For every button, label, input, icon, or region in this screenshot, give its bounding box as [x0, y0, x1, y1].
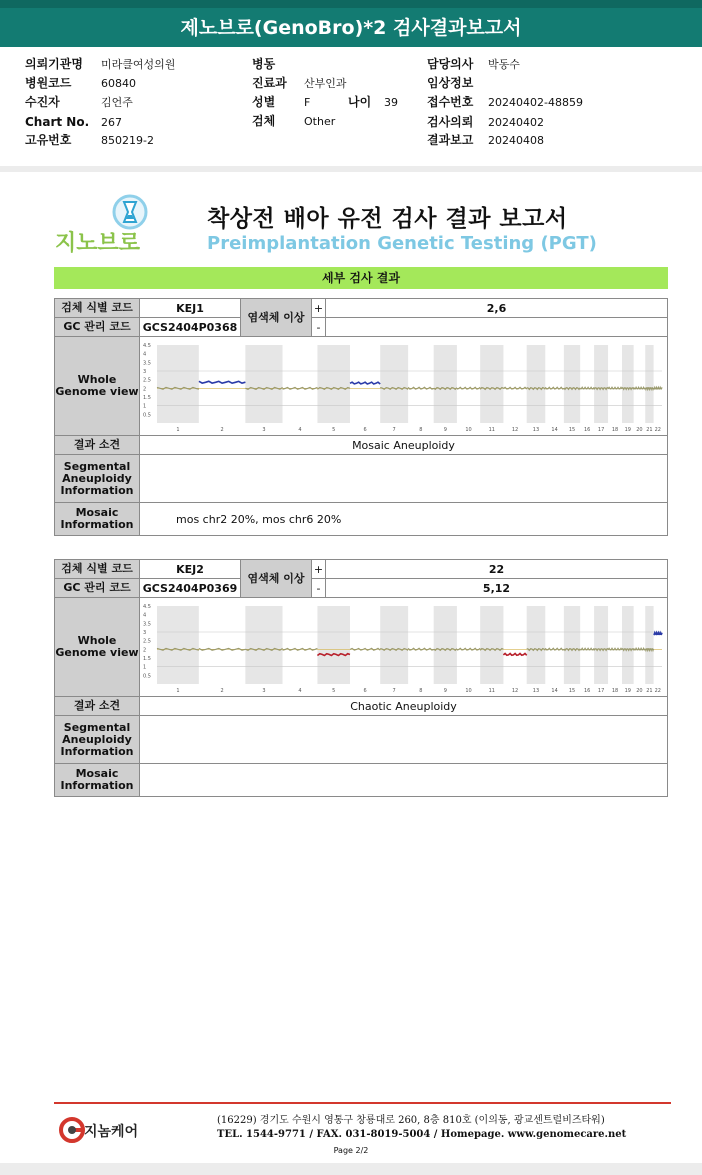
header-top-stripe [0, 0, 702, 8]
footer-address: (16229) 경기도 수원시 영통구 창룡대로 260, 8층 810호 (이의동, 광교센트럴비즈타워) [217, 1115, 605, 1126]
genome-plot [140, 339, 667, 434]
result-table-sample-1 [54, 298, 668, 536]
x-tick-label: 20 [636, 687, 643, 694]
table-row [55, 697, 668, 716]
x-tick-label: 9 [443, 426, 447, 433]
chromosome-band [380, 345, 408, 423]
chromosome-segment [645, 387, 653, 389]
table-row [55, 598, 668, 697]
bottom-band [0, 1163, 702, 1175]
x-tick-label: 13 [532, 687, 540, 694]
x-tick-label: 12 [511, 426, 519, 433]
chromosome-band [645, 345, 653, 423]
loss-sign: - [312, 318, 326, 337]
x-tick-label: 3 [262, 426, 266, 433]
segmental-label: Segmental Aneuploidy Information [55, 716, 140, 764]
gain-sign: + [312, 560, 326, 579]
x-tick-label: 4 [298, 426, 302, 433]
x-tick-label: 17 [597, 426, 605, 433]
chromosome-band [622, 606, 634, 684]
segmental-label: Segmental Aneuploidy Information [55, 455, 140, 503]
result-table-sample-2 [54, 559, 668, 797]
field-institution: 의뢰기관명 미라클여성의원 [25, 57, 176, 71]
x-tick-label: 5 [332, 426, 336, 433]
mosaic-value: mos chr2 20%, mos chr6 20% [140, 503, 668, 536]
chrom-abnormal-label: 염색체 이상 [241, 299, 312, 337]
x-tick-label: 10 [465, 426, 472, 433]
x-tick-label: 14 [551, 426, 558, 433]
field-sex: 성별 F [252, 95, 311, 109]
x-tick-label: 18 [611, 426, 619, 433]
x-tick-label: 14 [551, 687, 558, 694]
chromosome-band [527, 345, 546, 423]
field-patient-name: 수진자 김언주 [25, 95, 133, 109]
field-hospital-code: 병원코드 60840 [25, 76, 136, 90]
table-row [55, 436, 668, 455]
page-number: Page 2/2 [333, 1146, 369, 1155]
field-ward: 병동 [252, 57, 276, 71]
y-tick-label: 1 [143, 664, 147, 671]
table-row [55, 503, 668, 536]
chromosome-band [434, 345, 457, 423]
field-clinical-info: 임상정보 [427, 76, 474, 90]
gc-code-label: GC 관리 코드 [55, 579, 140, 598]
footer-divider [54, 1102, 671, 1104]
report-title-korean: 착상전 배아 유전 검사 결과 보고서 [207, 206, 568, 232]
y-tick-label: 1.5 [143, 655, 151, 662]
finding-label: 결과 소견 [55, 436, 140, 455]
report-header [0, 0, 702, 47]
chromosome-segment [283, 387, 318, 389]
x-tick-label: 2 [220, 687, 224, 694]
whole-genome-label: Whole Genome view [55, 598, 140, 697]
whole-genome-cell [140, 598, 668, 697]
table-row [55, 764, 668, 797]
chromosome-segment [545, 648, 564, 650]
chromosome-band [157, 345, 199, 423]
chromosome-band [434, 606, 457, 684]
y-tick-label: 4 [143, 351, 147, 358]
field-request-date: 검사의뢰 20240402 [427, 115, 544, 129]
finding-value: Mosaic Aneuploidy [140, 436, 668, 455]
y-tick-label: 0.5 [143, 672, 151, 679]
footer-address-block [217, 1114, 626, 1142]
field-unique-no: 고유번호 850219-2 [25, 133, 154, 147]
chromosome-segment [283, 648, 318, 650]
gain-sign: + [312, 299, 326, 318]
chromosome-band [480, 606, 503, 684]
y-tick-label: 2 [143, 385, 147, 392]
chromosome-band [564, 345, 580, 423]
patient-info-panel [0, 48, 702, 167]
x-tick-label: 18 [611, 687, 619, 694]
x-tick-label: 7 [392, 426, 396, 433]
chromosome-segment [654, 632, 662, 634]
y-tick-label: 3 [143, 629, 147, 636]
footer-company: 지놈케어 [84, 1124, 139, 1140]
chromosome-band [480, 345, 503, 423]
genome-plot [140, 600, 667, 695]
chromosome-segment [545, 387, 564, 389]
x-tick-label: 10 [465, 687, 472, 694]
x-tick-label: 15 [568, 687, 576, 694]
chromosome-band [645, 606, 653, 684]
separator-band [0, 166, 702, 172]
genome-plot-svg [140, 339, 665, 434]
x-tick-label: 16 [583, 426, 591, 433]
x-tick-label: 11 [488, 426, 495, 433]
chromosome-segment [654, 387, 662, 389]
chromosome-segment [580, 648, 594, 650]
x-tick-label: 11 [488, 687, 495, 694]
genobro-logo-mark [55, 192, 167, 258]
segmental-value [140, 455, 668, 503]
x-tick-label: 1 [176, 687, 180, 694]
specimen-code-value: KEJ1 [140, 299, 241, 318]
whole-genome-cell [140, 337, 668, 436]
chromosome-band [527, 606, 546, 684]
x-tick-label: 15 [568, 426, 576, 433]
report-header-title: 제노브로(GenoBro)*2 검사결과보고서 [180, 17, 522, 39]
chromosome-segment [503, 653, 526, 655]
loss-sign: - [312, 579, 326, 598]
chromosome-segment [199, 381, 246, 383]
whole-genome-label: Whole Genome view [55, 337, 140, 436]
x-tick-label: 7 [392, 687, 396, 694]
table-row [55, 716, 668, 764]
loss-value [326, 318, 668, 337]
section-title: 세부 검사 결과 [54, 267, 668, 289]
finding-label: 결과 소견 [55, 697, 140, 716]
y-tick-label: 3 [143, 368, 147, 375]
loss-value: 5,12 [326, 579, 668, 598]
chromosome-band [245, 606, 282, 684]
chromosome-segment [634, 648, 646, 650]
x-tick-label: 21 [646, 687, 653, 694]
report-title-english: Preimplantation Genetic Testing (PGT) [207, 233, 597, 254]
x-tick-label: 22 [654, 426, 662, 433]
y-tick-label: 0.5 [143, 411, 151, 418]
x-tick-label: 8 [419, 687, 423, 694]
finding-value: Chaotic Aneuploidy [140, 697, 668, 716]
x-tick-label: 1 [176, 426, 180, 433]
chromosome-band [317, 606, 350, 684]
mosaic-label: Mosaic Information [55, 764, 140, 797]
y-tick-label: 2 [143, 646, 147, 653]
mosaic-label: Mosaic Information [55, 503, 140, 536]
y-tick-label: 1.5 [143, 394, 151, 401]
x-tick-label: 13 [532, 426, 540, 433]
chromosome-band [564, 606, 580, 684]
chromosome-segment [645, 648, 653, 650]
y-tick-label: 2.5 [143, 638, 151, 645]
chromosome-band [594, 606, 608, 684]
field-department: 진료과 산부인과 [252, 76, 347, 90]
y-tick-label: 4.5 [143, 603, 151, 610]
specimen-code-value: KEJ2 [140, 560, 241, 579]
chromosome-band [317, 345, 350, 423]
gc-code-value: GCS2404P0369 [140, 579, 241, 598]
x-tick-label: 4 [298, 687, 302, 694]
x-tick-label: 12 [511, 687, 519, 694]
x-tick-label: 9 [443, 687, 447, 694]
y-tick-label: 3.5 [143, 620, 151, 627]
table-row [55, 337, 668, 436]
x-tick-label: 19 [624, 687, 632, 694]
x-tick-label: 5 [332, 687, 336, 694]
chromosome-segment [634, 387, 646, 389]
segmental-value [140, 716, 668, 764]
gc-code-label: GC 관리 코드 [55, 318, 140, 337]
chromosome-segment [350, 382, 380, 384]
x-tick-label: 20 [636, 426, 643, 433]
chromosome-segment [457, 387, 480, 389]
x-tick-label: 16 [583, 687, 591, 694]
specimen-code-label: 검체 식별 코드 [55, 299, 140, 318]
table-row [55, 455, 668, 503]
x-tick-label: 19 [624, 426, 632, 433]
x-tick-label: 3 [262, 687, 266, 694]
y-tick-label: 3.5 [143, 359, 151, 366]
chrom-abnormal-label: 염색체 이상 [241, 560, 312, 598]
y-tick-label: 4 [143, 612, 147, 619]
logo-text: 지노브로 [55, 231, 141, 256]
mosaic-value [140, 764, 668, 797]
x-tick-label: 2 [220, 426, 224, 433]
y-tick-label: 1 [143, 403, 147, 410]
chromosome-band [380, 606, 408, 684]
chromosome-band [594, 345, 608, 423]
chromosome-band [245, 345, 282, 423]
gain-value: 2,6 [326, 299, 668, 318]
genome-plot-svg [140, 600, 665, 695]
table-row [55, 318, 668, 337]
x-tick-label: 6 [363, 426, 367, 433]
y-tick-label: 4.5 [143, 342, 151, 349]
genobro-logo [55, 192, 167, 258]
field-doctor: 담당의사 박동수 [427, 57, 520, 71]
x-tick-label: 17 [597, 687, 605, 694]
field-chart-no: Chart No. 267 [25, 115, 122, 129]
field-specimen: 검체 Other [252, 114, 336, 128]
chromosome-segment [457, 648, 480, 650]
y-tick-label: 2.5 [143, 377, 151, 384]
field-accession-no: 접수번호 20240402-48859 [427, 95, 583, 109]
gain-value: 22 [326, 560, 668, 579]
footer-contact: TEL. 1544-9771 / FAX. 031-8019-5004 / Homepage. www.genomecare.net [217, 1129, 627, 1140]
table-row [55, 560, 668, 579]
chromosome-band [622, 345, 634, 423]
chromosome-segment [580, 387, 594, 389]
specimen-code-label: 검체 식별 코드 [55, 560, 140, 579]
field-age: 나이 39 [348, 95, 398, 109]
gc-code-value: GCS2404P0368 [140, 318, 241, 337]
field-report-date: 결과보고 20240408 [427, 133, 544, 147]
x-tick-label: 6 [363, 687, 367, 694]
table-row [55, 299, 668, 318]
x-tick-label: 8 [419, 426, 423, 433]
x-tick-label: 21 [646, 426, 653, 433]
x-tick-label: 22 [654, 687, 662, 694]
chromosome-band [157, 606, 199, 684]
table-row [55, 579, 668, 598]
